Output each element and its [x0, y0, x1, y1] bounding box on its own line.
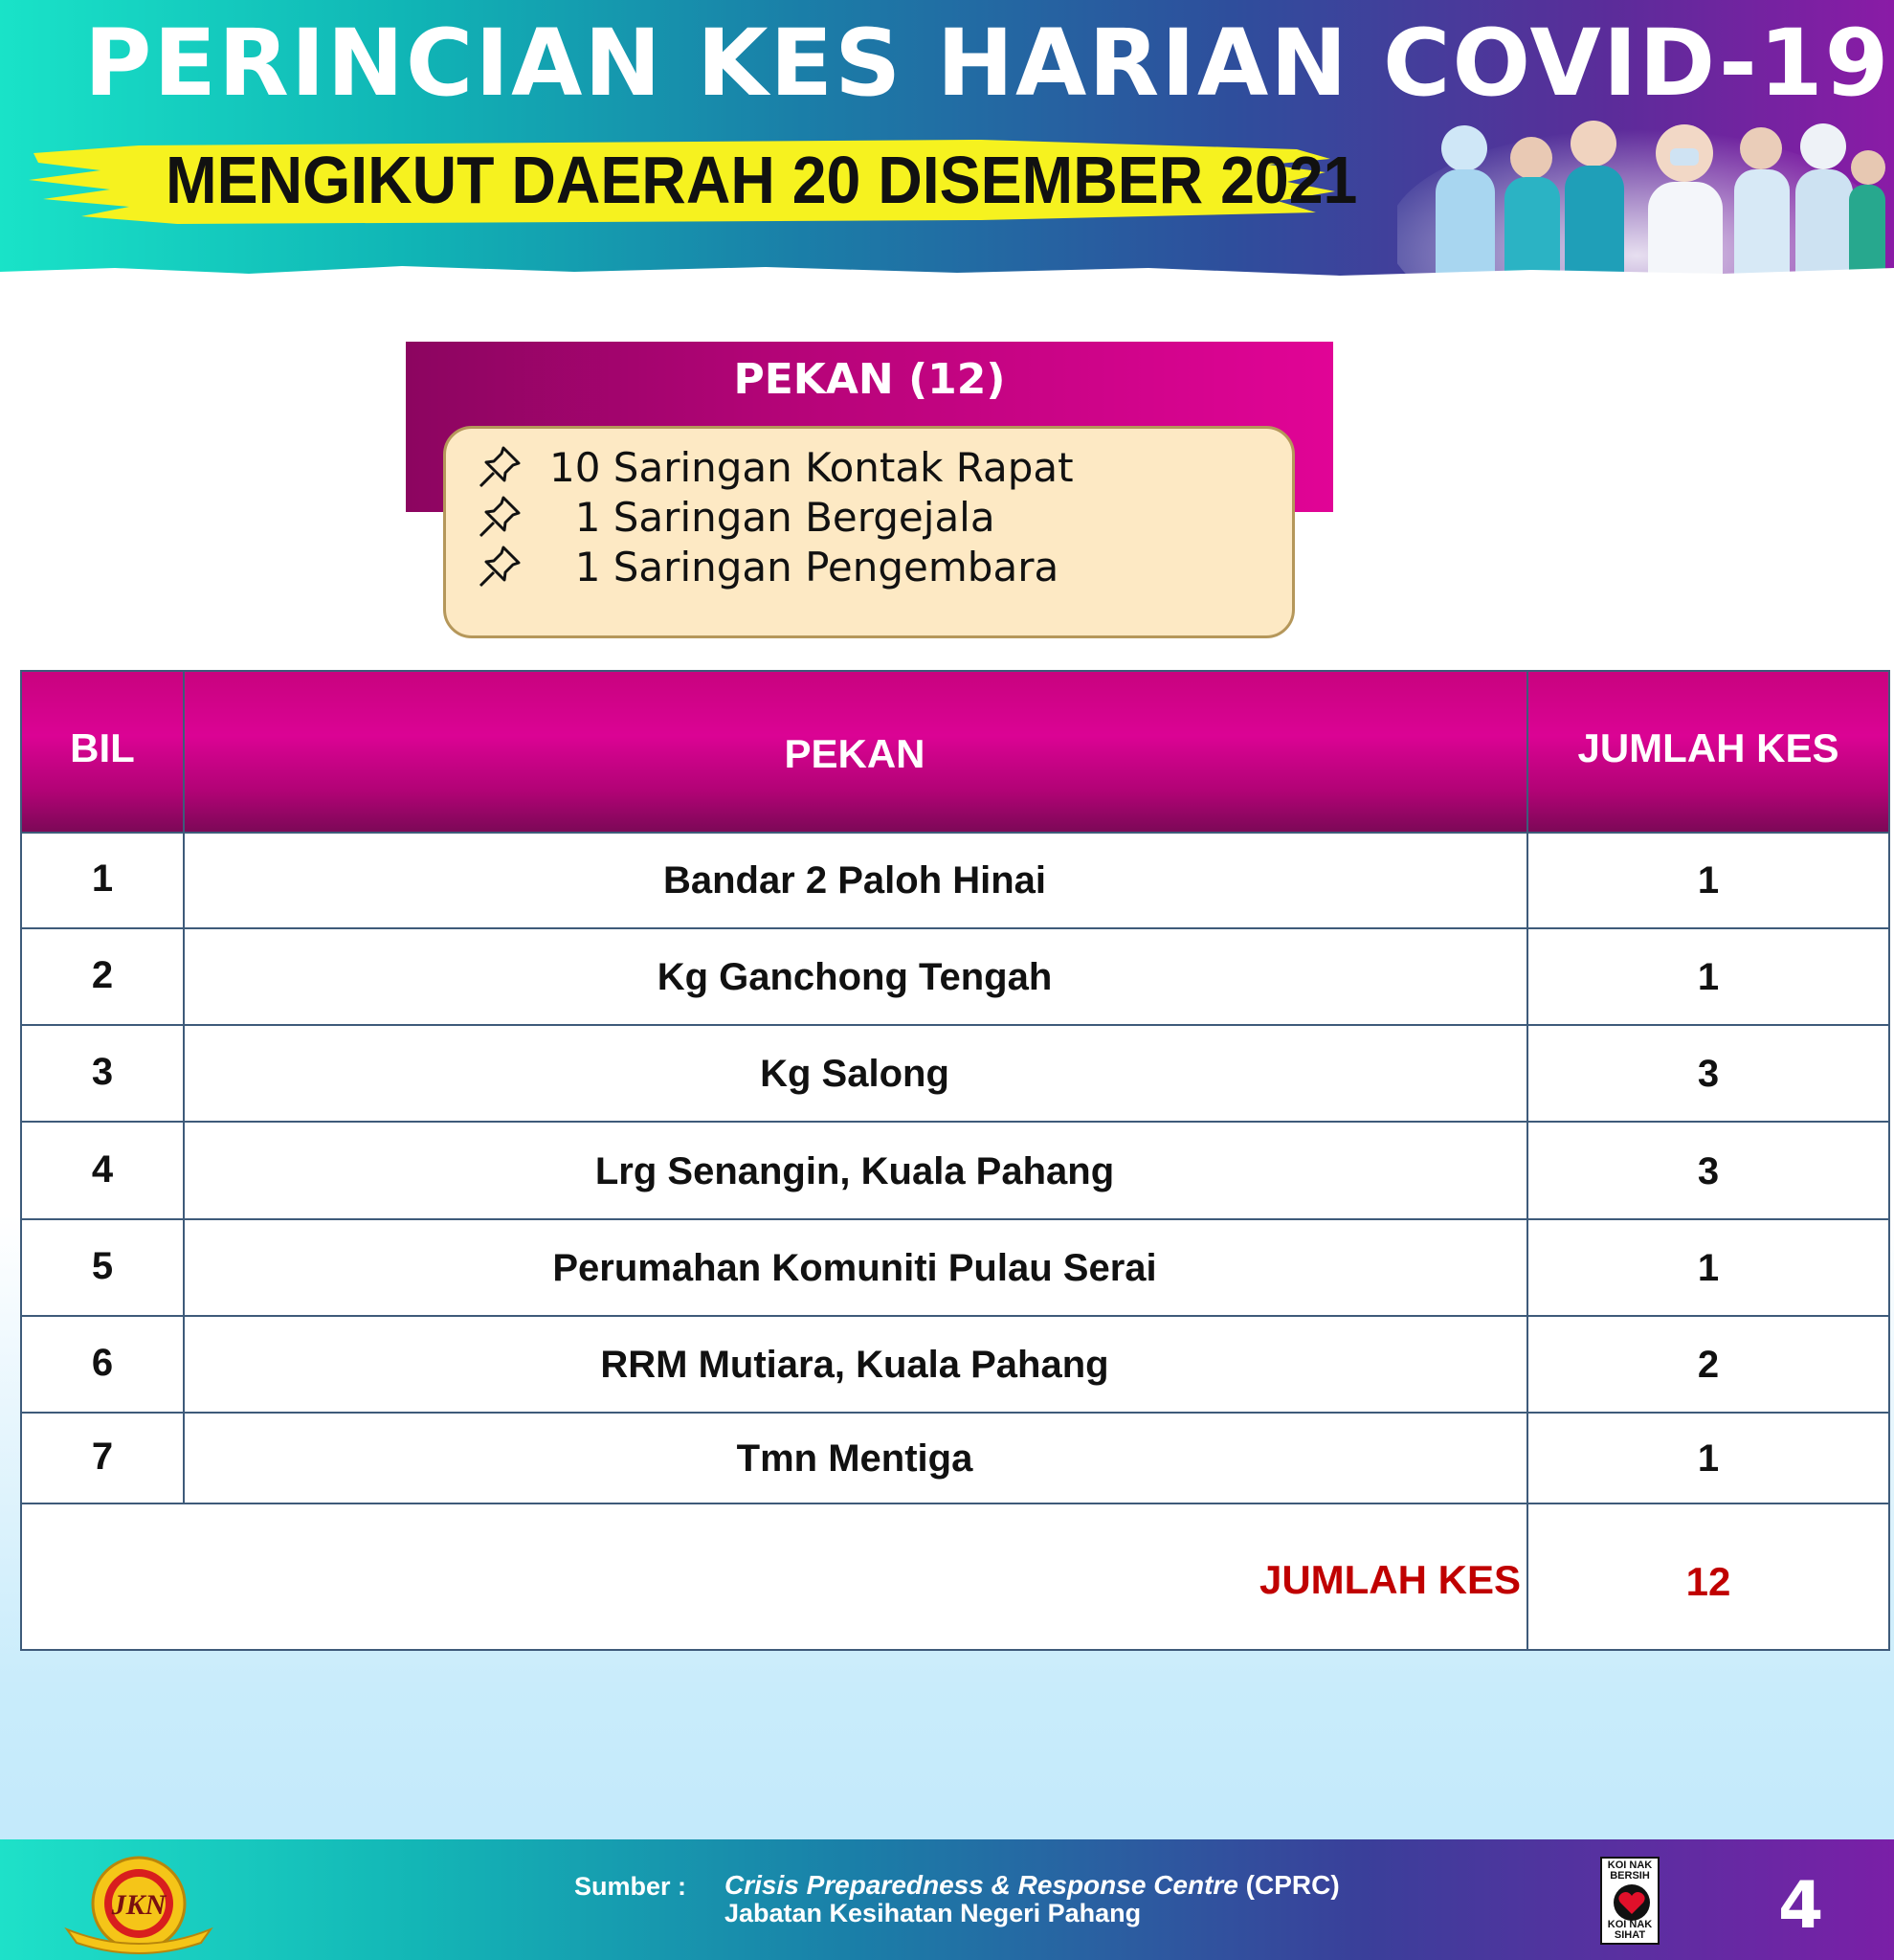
cell-count: 3: [1697, 1053, 1720, 1095]
cell-count: 1: [1697, 1437, 1720, 1480]
cell-bil: 2: [91, 954, 114, 996]
page-number: 4: [1778, 1868, 1824, 1944]
koi-nak-sihat-logo: [1600, 1857, 1660, 1945]
source-org-name: Crisis Preparedness & Response Centre: [724, 1870, 1238, 1900]
cell-count: 1: [1697, 956, 1720, 998]
cell-bil: 7: [91, 1436, 114, 1478]
table-header: [22, 672, 1888, 832]
cell-area: Lrg Senangin, Kuala Pahang: [594, 1150, 1115, 1192]
column-header-bil: BIL: [70, 725, 135, 770]
cell-area: RRM Mutiara, Kuala Pahang: [600, 1344, 1109, 1386]
summary-text: 1 Saringan Bergejala: [549, 493, 995, 541]
summary-item: [475, 542, 1058, 591]
cell-count: 2: [1697, 1344, 1720, 1386]
cell-bil: 1: [91, 858, 114, 900]
jkn-logo-text: JKN: [111, 1889, 167, 1921]
cell-bil: 4: [91, 1148, 114, 1191]
pushpin-icon: [475, 492, 524, 542]
page-subtitle: MENGIKUT DAERAH 20 DISEMBER 2021: [166, 143, 1358, 217]
screening-summary-box: [443, 426, 1295, 638]
page-title: PERINCIAN KES HARIAN COVID-19: [84, 10, 1891, 117]
summary-text: 10 Saringan Kontak Rapat: [549, 443, 1074, 491]
header-banner: [0, 0, 1894, 283]
cell-area: Kg Salong: [760, 1053, 949, 1095]
column-header-count: JUMLAH KES: [1577, 725, 1839, 770]
torn-paper-edge: [0, 258, 1894, 283]
pushpin-icon: [475, 542, 524, 591]
source-dept: Jabatan Kesihatan Negeri Pahang: [724, 1899, 1142, 1927]
total-label: JUMLAH KES: [1259, 1557, 1521, 1602]
cell-area: Perumahan Komuniti Pulau Serai: [552, 1247, 1157, 1289]
source-org-abbr: (CPRC): [1237, 1870, 1340, 1900]
cell-count: 1: [1697, 1247, 1720, 1289]
summary-item: [475, 492, 995, 542]
healthcare-workers-illustration: [1397, 110, 1885, 283]
district-title: PEKAN (12): [733, 355, 1006, 404]
total-value: 12: [1685, 1559, 1731, 1604]
koi-logo-top-text: KOI NAK BERSIH: [1607, 1860, 1653, 1882]
summary-item: [475, 442, 1074, 492]
row-divider: [22, 1503, 1888, 1504]
row-divider: [22, 1024, 1888, 1026]
subtitle-highlight: [24, 132, 1358, 228]
cell-count: 3: [1697, 1150, 1720, 1192]
row-divider: [22, 1412, 1888, 1414]
cell-bil: 5: [91, 1245, 114, 1287]
row-divider: [22, 832, 1888, 834]
cell-area: Tmn Mentiga: [736, 1437, 973, 1480]
column-header-area: PEKAN: [784, 731, 925, 776]
cases-table: [20, 670, 1890, 1651]
jkn-logo: [57, 1851, 220, 1956]
source-org: [724, 1870, 1340, 1901]
cell-bil: 3: [91, 1051, 114, 1093]
row-divider: [22, 1218, 1888, 1220]
row-divider: [22, 1315, 1888, 1317]
summary-text: 1 Saringan Pengembara: [549, 543, 1059, 590]
row-divider: [22, 927, 1888, 929]
footer-bar: [0, 1839, 1894, 1960]
koi-logo-bottom-text: KOI NAK SIHAT: [1607, 1919, 1653, 1941]
heart-icon: [1611, 1883, 1653, 1922]
cell-count: 1: [1697, 859, 1720, 902]
cell-area: Kg Ganchong Tengah: [657, 956, 1053, 998]
row-divider: [22, 1121, 1888, 1123]
pushpin-icon: [475, 442, 524, 492]
cell-bil: 6: [91, 1342, 114, 1384]
source-label: Sumber :: [574, 1872, 687, 1901]
cell-area: Bandar 2 Paloh Hinai: [662, 859, 1047, 902]
